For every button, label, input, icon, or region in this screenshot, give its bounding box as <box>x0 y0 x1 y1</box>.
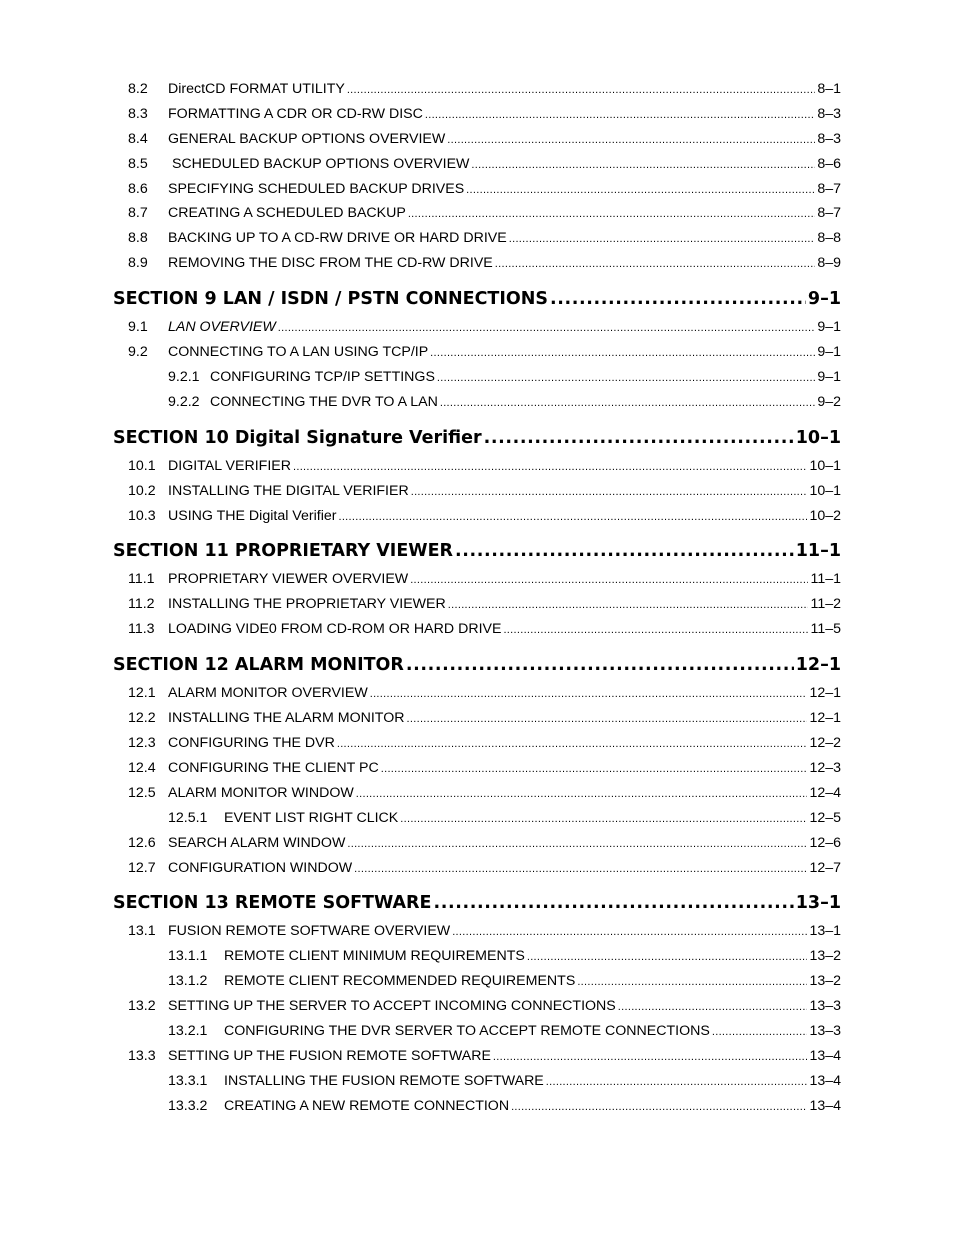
toc-entry-number: 13.1.2 <box>168 973 208 989</box>
dot-leader <box>408 203 816 225</box>
toc-page-number: 12–2 <box>809 735 841 751</box>
dot-leader <box>293 456 807 478</box>
toc-entry-number: 11.2 <box>128 596 155 612</box>
toc-entry[interactable] <box>0 1020 954 1042</box>
dot-leader <box>347 833 807 855</box>
toc-page-number: 12–4 <box>809 785 841 801</box>
toc-entry-number: 9.2 <box>128 344 148 360</box>
toc-entry-title: REMOTE CLIENT MINIMUM REQUIREMENTS <box>224 948 525 964</box>
toc-entry[interactable] <box>0 103 954 125</box>
toc-entry[interactable] <box>0 128 954 150</box>
toc-entry-title: GENERAL BACKUP OPTIONS OVERVIEW <box>168 131 446 147</box>
toc-page-number: 10–1 <box>809 483 841 499</box>
toc-page-number: 13–4 <box>809 1048 841 1064</box>
toc-page-number: 9–1 <box>817 319 841 335</box>
toc-section-heading[interactable] <box>0 287 954 311</box>
toc-entry-number: 9.1 <box>128 319 148 335</box>
dot-leader <box>440 392 815 414</box>
toc-entry-number: 13.3.2 <box>168 1098 208 1114</box>
toc-entry-number: 8.6 <box>128 181 148 197</box>
toc-entry-title: INSTALLING THE FUSION REMOTE SOFTWARE <box>224 1073 544 1089</box>
toc-entry-title: ALARM MONITOR WINDOW <box>168 785 354 801</box>
toc-page-number: 13–2 <box>809 948 841 964</box>
dot-leader <box>466 179 815 201</box>
toc-entry-number: 12.7 <box>128 860 156 876</box>
dot-leader <box>452 921 807 943</box>
toc-entry-title: SCHEDULED BACKUP OPTIONS OVERVIEW <box>168 156 470 172</box>
toc-entry-title: LAN OVERVIEW <box>168 319 276 335</box>
dot-leader <box>433 891 793 915</box>
toc-entry-number: 12.6 <box>128 835 156 851</box>
toc-page-number: 8–9 <box>817 255 841 271</box>
toc-entry[interactable] <box>0 857 954 879</box>
toc-entry-number: 12.4 <box>128 760 156 776</box>
toc-entry-number: 10.2 <box>128 483 156 499</box>
toc-entry-title: LOADING VIDE0 FROM CD-ROM OR HARD DRIVE <box>168 621 502 637</box>
toc-entry[interactable] <box>0 682 954 704</box>
toc-page-number: 9–1 <box>817 369 841 385</box>
toc-page-number: 10–1 <box>809 458 841 474</box>
toc-page-number: 8–3 <box>817 131 841 147</box>
toc-entry-number: 10.1 <box>128 458 156 474</box>
toc-entry-number: 10.3 <box>128 508 156 524</box>
toc-entry[interactable] <box>0 153 954 175</box>
toc-page-number: 12–6 <box>809 835 841 851</box>
toc-entry-number: 13.3.1 <box>168 1073 208 1089</box>
dot-leader <box>407 708 808 730</box>
dot-leader <box>425 104 815 126</box>
toc-entry-title: SETTING UP THE FUSION REMOTE SOFTWARE <box>168 1048 491 1064</box>
toc-entry-number: 8.8 <box>128 230 148 246</box>
dot-leader <box>712 1021 808 1043</box>
dot-leader <box>347 79 816 101</box>
toc-entry-number: 12.2 <box>128 710 156 726</box>
dot-leader <box>527 946 808 968</box>
toc-entry-title: CONFIGURING TCP/IP SETTINGS <box>210 369 435 385</box>
dot-leader <box>370 683 808 705</box>
toc-page-number: 8–7 <box>817 181 841 197</box>
toc-entry[interactable] <box>0 920 954 942</box>
toc-entry[interactable] <box>0 1045 954 1067</box>
dot-leader <box>471 154 815 176</box>
toc-entry[interactable] <box>0 455 954 477</box>
toc-section-title: SECTION 9 LAN / ISDN / PSTN CONNECTIONS <box>113 289 549 309</box>
toc-entry-number: 8.2 <box>128 81 148 97</box>
dot-leader <box>577 971 807 993</box>
toc-entry[interactable] <box>0 480 954 502</box>
toc-page-number: 12–1 <box>809 685 841 701</box>
toc-entry[interactable] <box>0 568 954 590</box>
toc-entry-number: 12.5 <box>128 785 156 801</box>
toc-entry-title: PROPRIETARY VIEWER OVERVIEW <box>168 571 409 587</box>
dot-leader <box>493 1046 808 1068</box>
toc-page-number: 8–7 <box>817 205 841 221</box>
toc-entry-title: REMOTE CLIENT RECOMMENDED REQUIREMENTS <box>224 973 576 989</box>
toc-entry[interactable] <box>0 945 954 967</box>
toc-page-number: 11–1 <box>810 571 841 587</box>
dot-leader <box>410 569 808 591</box>
toc-section-title: SECTION 13 REMOTE SOFTWARE <box>113 893 432 913</box>
toc-page-number: 8–1 <box>817 81 841 97</box>
toc-section-heading[interactable] <box>0 653 954 677</box>
toc-entry-title: DirectCD FORMAT UTILITY <box>168 81 345 97</box>
toc-page-number: 12–1 <box>795 655 841 675</box>
toc-entry[interactable] <box>0 1095 954 1117</box>
dot-leader <box>495 253 816 275</box>
toc-entry-number: 12.5.1 <box>168 810 208 826</box>
toc-entry-title: EVENT LIST RIGHT CLICK <box>224 810 399 826</box>
toc-entry[interactable] <box>0 970 954 992</box>
toc-entry-title: CREATING A NEW REMOTE CONNECTION <box>224 1098 510 1114</box>
toc-entry-number: 8.7 <box>128 205 148 221</box>
toc-page-number: 12–3 <box>809 760 841 776</box>
toc-page-number: 13–4 <box>809 1098 841 1114</box>
toc-entry-number: 11.1 <box>128 571 155 587</box>
toc-page-number: 13–1 <box>795 893 841 913</box>
toc-entry-number: 13.1.1 <box>168 948 208 964</box>
toc-entry[interactable] <box>0 252 954 274</box>
toc-entry-title: CONFIGURING THE DVR SERVER TO ACCEPT REMOTE CONNECTIONS <box>224 1023 710 1039</box>
dot-leader <box>455 539 794 563</box>
toc-entry-title: SPECIFYING SCHEDULED BACKUP DRIVES <box>168 181 465 197</box>
dot-leader <box>381 758 808 780</box>
toc-entry[interactable] <box>0 757 954 779</box>
toc-entry[interactable] <box>0 78 954 100</box>
toc-entry[interactable] <box>0 807 954 829</box>
toc-entry-title: CONNECTING TO A LAN USING TCP/IP <box>168 344 429 360</box>
toc-page-number: 12–5 <box>809 810 841 826</box>
toc-section-heading[interactable] <box>0 426 954 450</box>
dot-leader <box>550 287 806 311</box>
dot-leader <box>278 317 816 339</box>
toc-entry-number: 13.3 <box>128 1048 156 1064</box>
toc-entry[interactable] <box>0 995 954 1017</box>
dot-leader <box>356 783 808 805</box>
toc-entry-title: CONNECTING THE DVR TO A LAN <box>210 394 438 410</box>
toc-entry-title: INSTALLING THE PROPRIETARY VIEWER <box>168 596 446 612</box>
toc-entry[interactable] <box>0 593 954 615</box>
toc-section-heading[interactable] <box>0 539 954 563</box>
toc-page-number: 13–3 <box>809 1023 841 1039</box>
toc-entry[interactable] <box>0 782 954 804</box>
toc-entry-title: ALARM MONITOR OVERVIEW <box>168 685 368 701</box>
dot-leader <box>509 228 816 250</box>
dot-leader <box>338 506 807 528</box>
toc-page-number: 9–2 <box>817 394 841 410</box>
toc-entry[interactable] <box>0 366 954 388</box>
toc-entry-number: 12.3 <box>128 735 156 751</box>
toc-entry-number: 9.2.2 <box>168 394 200 410</box>
toc-entry[interactable] <box>0 178 954 200</box>
dot-leader <box>430 342 815 364</box>
toc-page-number: 8–3 <box>817 106 841 122</box>
toc-entry[interactable] <box>0 227 954 249</box>
toc-entry-title: SETTING UP THE SERVER TO ACCEPT INCOMING CONNECTIONS <box>168 998 616 1014</box>
toc-entry[interactable] <box>0 341 954 363</box>
toc-entry[interactable] <box>0 618 954 640</box>
toc-section-heading[interactable] <box>0 891 954 915</box>
toc-entry-title: CONFIGURATION WINDOW <box>168 860 353 876</box>
dot-leader <box>447 129 815 151</box>
dot-leader <box>411 481 808 503</box>
toc-page-number: 10–1 <box>795 428 841 448</box>
toc-entry[interactable] <box>0 1070 954 1092</box>
toc-entry-number: 13.1 <box>128 923 156 939</box>
toc-entry-title: SEARCH ALARM WINDOW <box>168 835 346 851</box>
toc-page-number: 8–6 <box>817 156 841 172</box>
toc-section-title: SECTION 10 Digital Signature Verifier <box>113 428 482 448</box>
toc-section-title: SECTION 12 ALARM MONITOR <box>113 655 404 675</box>
toc-entry[interactable] <box>0 316 954 338</box>
toc-entry-title: INSTALLING THE ALARM MONITOR <box>168 710 405 726</box>
toc-section-title: SECTION 11 PROPRIETARY VIEWER <box>113 541 454 561</box>
toc-entry-number: 8.9 <box>128 255 148 271</box>
toc-page-number: 13–4 <box>809 1073 841 1089</box>
toc-entry[interactable] <box>0 391 954 413</box>
toc-entry-title: FUSION REMOTE SOFTWARE OVERVIEW <box>168 923 451 939</box>
toc-entry-title: INSTALLING THE DIGITAL VERIFIER <box>168 483 409 499</box>
toc-entry-number: 9.2.1 <box>168 369 200 385</box>
dot-leader <box>511 1096 807 1118</box>
toc-entry-number: 8.4 <box>128 131 148 147</box>
toc-page-number: 10–2 <box>809 508 841 524</box>
toc-entry-title: BACKING UP TO A CD-RW DRIVE OR HARD DRIVE <box>168 230 507 246</box>
dot-leader <box>503 619 808 641</box>
dot-leader <box>484 426 794 450</box>
toc-entry-number: 11.3 <box>128 621 155 637</box>
toc-entry-title: CREATING A SCHEDULED BACKUP <box>168 205 406 221</box>
dot-leader <box>354 858 807 880</box>
toc-page-number: 11–1 <box>795 541 841 561</box>
toc-entry-title: DIGITAL VERIFIER <box>168 458 291 474</box>
toc-page-number: 9–1 <box>807 289 841 309</box>
toc-page-number: 11–5 <box>810 621 841 637</box>
toc-entry-number: 12.1 <box>128 685 156 701</box>
toc-entry-title: REMOVING THE DISC FROM THE CD-RW DRIVE <box>168 255 493 271</box>
toc-entry-title: FORMATTING A CDR OR CD-RW DISC <box>168 106 423 122</box>
dot-leader <box>546 1071 808 1093</box>
toc-page-number: 13–1 <box>809 923 841 939</box>
dot-leader <box>337 733 808 755</box>
dot-leader <box>448 594 809 616</box>
toc-entry-number: 13.2 <box>128 998 156 1014</box>
toc-page-number: 9–1 <box>817 344 841 360</box>
dot-leader <box>400 808 807 830</box>
toc-page-number: 11–2 <box>810 596 841 612</box>
toc-entry-title: USING THE Digital Verifier <box>168 508 337 524</box>
toc-page-number: 8–8 <box>817 230 841 246</box>
dot-leader <box>618 996 808 1018</box>
toc-page-number: 12–7 <box>809 860 841 876</box>
toc-entry-title: CONFIGURING THE DVR <box>168 735 335 751</box>
toc-entry[interactable] <box>0 732 954 754</box>
dot-leader <box>406 653 794 677</box>
toc-page-number: 13–2 <box>809 973 841 989</box>
toc-entry-number: 8.3 <box>128 106 148 122</box>
toc-entry[interactable] <box>0 202 954 224</box>
dot-leader <box>437 367 815 389</box>
toc-page-number: 12–1 <box>809 710 841 726</box>
toc-entry[interactable] <box>0 707 954 729</box>
toc-entry[interactable] <box>0 505 954 527</box>
toc-entry[interactable] <box>0 832 954 854</box>
toc-entry-title: CONFIGURING THE CLIENT PC <box>168 760 379 776</box>
toc-page-number: 13–3 <box>809 998 841 1014</box>
toc-entry-number: 13.2.1 <box>168 1023 208 1039</box>
toc-entry-number: 8.5 <box>128 156 148 172</box>
